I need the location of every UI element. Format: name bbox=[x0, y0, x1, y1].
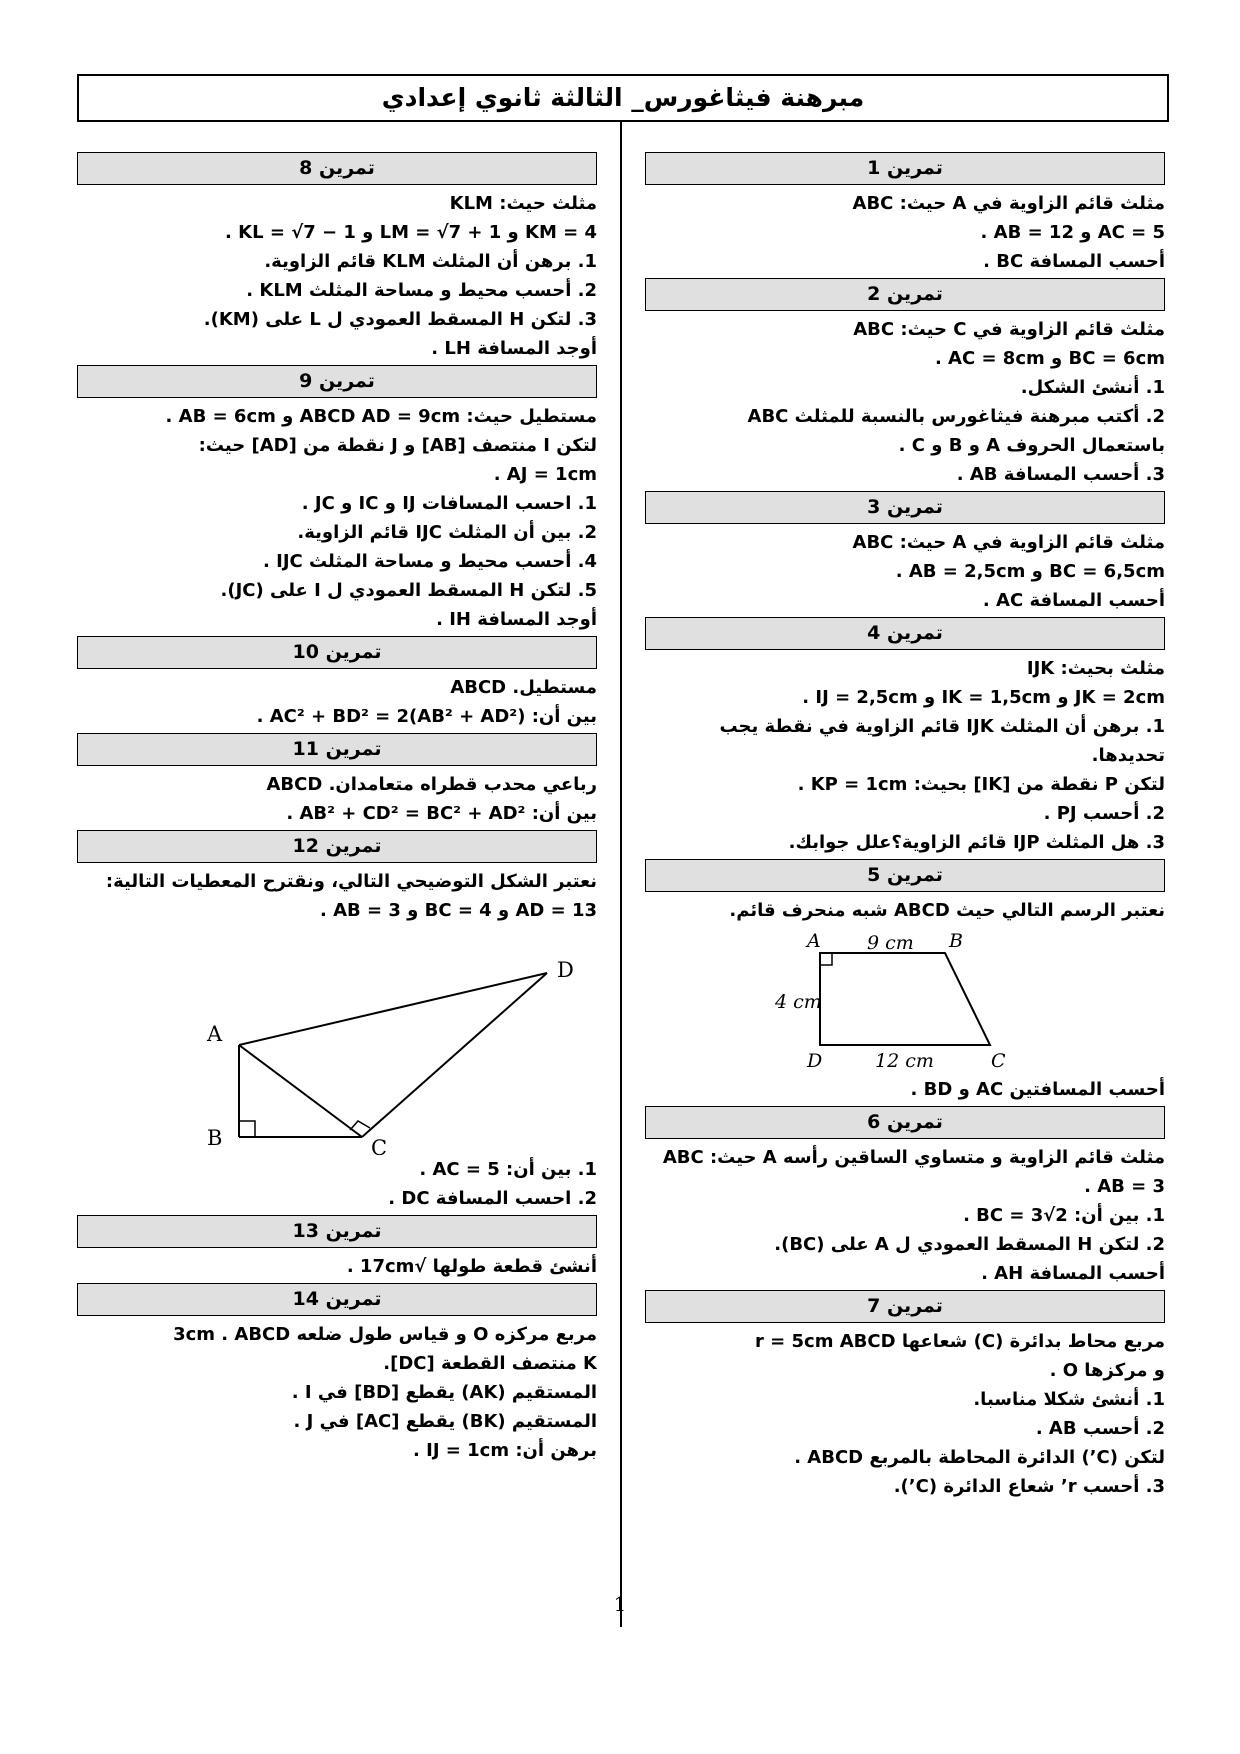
exercise-line: المستقيم (AK) يقطع [BD] في I . bbox=[291, 1382, 597, 1403]
exercise-line: 2. لتكن H المسقط العمودي ل A على (BC). bbox=[774, 1234, 1165, 1255]
exercise-line: مثلث قائم الزاوية و متساوي الساقين رأسه A حيث: ABC bbox=[662, 1147, 1165, 1168]
exercise-header: تمرين 3 bbox=[645, 491, 1165, 524]
exercise-line: مثلث قائم الزاوية في A حيث: ABC bbox=[852, 193, 1165, 214]
exercise-line: باستعمال الحروف A و B و C . bbox=[898, 435, 1165, 456]
column-divider bbox=[620, 122, 622, 1627]
exercise-line: أحسب المسافة AC . bbox=[982, 590, 1165, 611]
exercise-block bbox=[645, 152, 1165, 276]
exercise-line: نعتبر الشكل التوضيحي التالي، ونقترح المعطيات التالية: bbox=[105, 871, 597, 892]
exercise-line: AB = 3 . bbox=[1084, 1176, 1165, 1197]
exercise-line: 2. أحسب PJ . bbox=[1043, 803, 1165, 824]
segment bbox=[239, 973, 547, 1045]
exercise-line: أحسب المسافة BC . bbox=[983, 251, 1165, 272]
segment bbox=[239, 1045, 362, 1137]
exercise-line: مربع محاط بدائرة (C) شعاعها r = 5cm ABCD bbox=[755, 1331, 1165, 1352]
exercise-header: تمرين 2 bbox=[645, 278, 1165, 311]
exercise-block bbox=[77, 1283, 597, 1465]
side-label-left: 4 cm bbox=[775, 991, 822, 1013]
exercise-line: مثلث بحيث: IJK bbox=[1026, 658, 1165, 679]
exercise-header: تمرين 6 bbox=[645, 1106, 1165, 1139]
exercise-line: 3. أحسب r’ شعاع الدائرة (C’). bbox=[893, 1476, 1165, 1497]
side-label-bottom: 12 cm bbox=[875, 1050, 934, 1072]
segment bbox=[362, 973, 547, 1137]
exercise-line: 1. احسب المسافات IJ و IC و JC . bbox=[301, 493, 597, 514]
exercise-line: AD = 13 و BC = 4 و AB = 3 . bbox=[320, 900, 597, 921]
right-angle-mark bbox=[820, 953, 832, 965]
right-angle-mark-b bbox=[239, 1121, 255, 1137]
exercise-block bbox=[645, 278, 1165, 489]
exercise-line: 3. هل المثلث IJP قائم الزاوية؟علل جوابك. bbox=[788, 832, 1165, 853]
exercise-line: أحسب المسافتين AC و BD . bbox=[910, 1079, 1165, 1100]
exercise-line: المستقيم (BK) يقطع [AC] في J . bbox=[293, 1411, 597, 1432]
trapezoid-shape bbox=[820, 953, 990, 1045]
exercise-line: 1. بين أن: AC = 5 . bbox=[419, 1159, 597, 1180]
exercise-line: لتكن I منتصف [AB] و J نقطة من [AD] حيث: bbox=[198, 435, 597, 456]
exercise-line: 3. أحسب المسافة AB . bbox=[956, 464, 1165, 485]
point-label-b: B bbox=[207, 1126, 223, 1150]
exercise-header: تمرين 5 bbox=[645, 859, 1165, 892]
trapezoid-figure bbox=[645, 925, 1165, 1075]
exercise-line: نعتبر الرسم التالي حيث ABCD شبه منحرف قائم. bbox=[729, 900, 1165, 921]
point-label-c: C bbox=[371, 1136, 388, 1155]
exercise-line: 2. بين أن المثلث IJC قائم الزاوية. bbox=[297, 522, 597, 543]
exercise-block bbox=[77, 830, 597, 1213]
vertex-label-a: A bbox=[807, 930, 821, 952]
point-label-d: D bbox=[557, 958, 574, 982]
exercise-line: AC = 5 و AB = 12 . bbox=[980, 222, 1165, 243]
exercise-header: تمرين 4 bbox=[645, 617, 1165, 650]
exercise-header: تمرين 11 bbox=[77, 733, 597, 766]
exercise-block bbox=[645, 491, 1165, 615]
exercise-line: مستطيل. ABCD bbox=[450, 677, 597, 698]
left-column bbox=[77, 150, 597, 1465]
exercise-block bbox=[77, 365, 597, 634]
exercise-line: 2. احسب المسافة DC . bbox=[388, 1188, 597, 1209]
exercise-line: بين أن: AB² + CD² = BC² + AD² . bbox=[286, 803, 597, 824]
exercise-header: تمرين 13 bbox=[77, 1215, 597, 1248]
exercise-block bbox=[77, 636, 597, 731]
exercise-line: مثلث حيث: KLM bbox=[449, 193, 597, 214]
exercise-line: 1. برهن أن المثلث IJK قائم الزاوية في نقطة يجب bbox=[719, 716, 1165, 737]
exercise-line: K منتصف القطعة [DC]. bbox=[383, 1353, 597, 1374]
page-title: مبرهنة فيثاغورس_ الثالثة ثانوي إعدادي bbox=[77, 74, 1169, 122]
exercise-line: 5. لتكن H المسقط العمودي ل I على (JC). bbox=[220, 580, 597, 601]
exercise-line: مثلث قائم الزاوية في C حيث: ABC bbox=[853, 319, 1165, 340]
vertex-label-c: C bbox=[991, 1050, 1006, 1072]
exercise-line: برهن أن: IJ = 1cm . bbox=[413, 1440, 597, 1461]
exercise-header: تمرين 9 bbox=[77, 365, 597, 398]
exercise-header: تمرين 1 bbox=[645, 152, 1165, 185]
exercise-line: 2. أكتب مبرهنة فيثاغورس بالنسبة للمثلث ABC bbox=[747, 406, 1165, 427]
exercise-line: مربع مركزه O و قياس طول ضلعه 3cm . ABCD bbox=[173, 1324, 597, 1345]
exercise-header: تمرين 14 bbox=[77, 1283, 597, 1316]
point-label-a: A bbox=[207, 1022, 223, 1046]
exercise-line: 1. برهن أن المثلث KLM قائم الزاوية. bbox=[264, 251, 597, 272]
exercise-line: أحسب المسافة AH . bbox=[981, 1263, 1165, 1284]
exercise-header: تمرين 7 bbox=[645, 1290, 1165, 1323]
exercise-block bbox=[645, 859, 1165, 1104]
exercise-line: و مركزها O . bbox=[1049, 1360, 1165, 1381]
exercise-line: JK = 2cm و IK = 1,5cm و IJ = 2,5cm . bbox=[802, 687, 1165, 708]
exercise-line: أنشئ قطعة طولها √17cm . bbox=[346, 1256, 597, 1277]
exercise-line: 2. أحسب AB . bbox=[1035, 1418, 1165, 1439]
exercise-line: BC = 6,5cm و AB = 2,5cm . bbox=[895, 561, 1165, 582]
side-label-top: 9 cm bbox=[867, 932, 914, 954]
exercise-line: لتكن P نقطة من [IK] بحيث: KP = 1cm . bbox=[797, 774, 1165, 795]
exercise-line: 4. أحسب محيط و مساحة المثلث IJC . bbox=[263, 551, 597, 572]
exercise-line: 1. أنشئ شكلا مناسبا. bbox=[973, 1389, 1165, 1410]
exercise-line: 2. أحسب محيط و مساحة المثلث KLM . bbox=[246, 280, 597, 301]
exercise-line: 1. بين أن: BC = 3√2 . bbox=[963, 1205, 1165, 1226]
right-column bbox=[645, 150, 1165, 1501]
vertex-label-b: B bbox=[949, 930, 963, 952]
exercise-line: KM = 4 و LM = √7 + 1 و KL = √7 − 1 . bbox=[225, 222, 597, 243]
exercise-line: لتكن (C’) الدائرة المحاطة بالمربع ABCD . bbox=[794, 1447, 1165, 1468]
exercise-line: BC = 6cm و AC = 8cm . bbox=[934, 348, 1165, 369]
exercise-line: رباعي محدب قطراه متعامدان. ABCD bbox=[266, 774, 597, 795]
exercise-line: تحديدها. bbox=[1091, 745, 1165, 766]
exercise-line: بين أن: AC² + BD² = 2(AB² + AD²) . bbox=[256, 706, 597, 727]
exercise-block bbox=[645, 617, 1165, 857]
exercise-line: أوجد المسافة IH . bbox=[436, 609, 597, 630]
exercise-line: 3. لتكن H المسقط العمودي ل L على (KM). bbox=[203, 309, 597, 330]
exercise-header: تمرين 10 bbox=[77, 636, 597, 669]
exercise-line: AJ = 1cm . bbox=[493, 464, 597, 485]
vertex-label-d: D bbox=[807, 1050, 823, 1072]
right-angle-mark-c bbox=[350, 1121, 370, 1130]
exercise-header: تمرين 8 bbox=[77, 152, 597, 185]
exercise-header: تمرين 12 bbox=[77, 830, 597, 863]
exercise-line: مثلث قائم الزاوية في A حيث: ABC bbox=[852, 532, 1165, 553]
right-triangles-figure bbox=[77, 925, 597, 1155]
exercise-block bbox=[645, 1290, 1165, 1501]
exercise-line: مستطيل حيث: ABCD AD = 9cm و AB = 6cm . bbox=[165, 406, 597, 427]
exercise-block bbox=[77, 1215, 597, 1281]
exercise-block bbox=[77, 733, 597, 828]
exercise-line: أوجد المسافة LH . bbox=[431, 338, 597, 359]
exercise-line: 1. أنشئ الشكل. bbox=[1020, 377, 1165, 398]
page-number: 1 bbox=[613, 1592, 627, 1616]
exercise-block bbox=[645, 1106, 1165, 1288]
exercise-block bbox=[77, 152, 597, 363]
